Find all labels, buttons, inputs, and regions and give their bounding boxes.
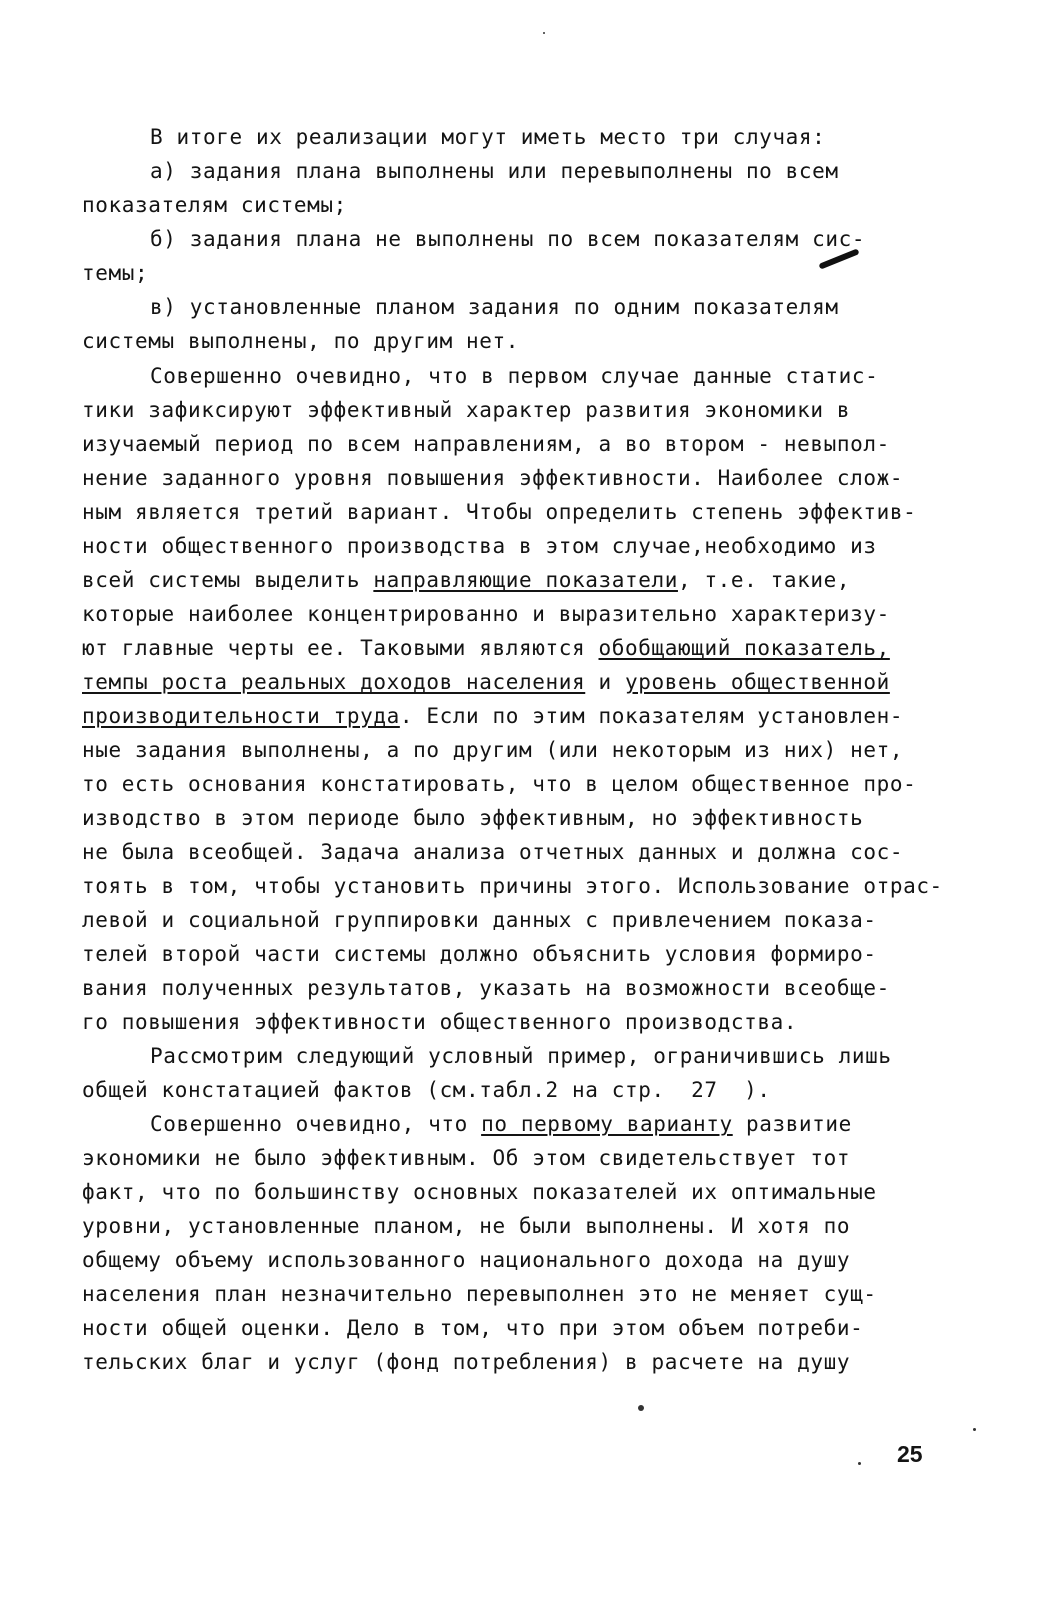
underlined-phrase: производительности труда — [82, 704, 400, 728]
text-line: системы выполнены, по другим нет. — [82, 329, 520, 353]
underlined-phrase: обобщающий показатель, — [598, 636, 890, 660]
text-line: Рассмотрим следующий условный пример, ограничившись лишь — [150, 1044, 892, 1068]
text-line: не была всеобщей. Задача анализа отчетных данных и должна сос- — [82, 840, 904, 864]
underlined-phrase: темпы роста реальных доходов населения — [82, 670, 586, 694]
text-line: то есть основания констатировать, что в целом общественное про- — [82, 772, 917, 796]
text-line: изводство в этом периоде было эффективным, но эффективность — [82, 806, 864, 830]
text-line: тики зафиксируют эффективный характер развития экономики в — [82, 398, 851, 422]
text-run: . Если по этим показателям установлен- — [399, 704, 904, 728]
text-line: изучаемый период по всем направлениям, а во втором - невыпол- — [82, 432, 890, 456]
page-number: 25 — [897, 1441, 923, 1467]
text-line: ности общей оценки. Дело в том, что при этом объем потреби- — [82, 1316, 864, 1340]
text-line: населения план незначительно перевыполнен это не меняет сущ- — [82, 1282, 877, 1306]
text-line: в) установленные планом задания по одним показателям — [150, 295, 839, 319]
text-line: Совершенно очевидно, что в первом случае данные статис- — [150, 364, 879, 388]
text-line: факт, что по большинству основных показателей их оптимальные — [82, 1180, 877, 1204]
text-run: ют главные черты ее. Таковыми являются — [82, 636, 586, 660]
underlined-phrase: направляющие показатели — [373, 568, 678, 592]
text-line — [150, 1114, 852, 1135]
text-line: вания полученных результатов, указать на возможности всеобще- — [82, 976, 890, 1000]
text-line: которые наиболее концентрированно и выразительно характеризу- — [82, 602, 890, 626]
underlined-phrase: по первому варианту — [481, 1112, 733, 1136]
text-line: общему объему использованного национального дохода на душу — [82, 1248, 851, 1272]
text-run: всей системы выделить — [82, 568, 361, 592]
text-line: б) задания плана не выполнены по всем показателям сис- — [150, 227, 866, 251]
text-line: показателям системы; — [82, 193, 347, 217]
text-run: Совершенно очевидно, что — [150, 1112, 468, 1136]
text-run: и — [585, 670, 625, 694]
text-line: тельских благ и услуг (фонд потребления) в расчете на душу — [82, 1350, 851, 1374]
text-line: тоять в том, чтобы установить причины этого. Использование отрас- — [82, 874, 943, 898]
text-line: экономики не было эффективным. Об этом свидетельствует тот — [82, 1146, 851, 1170]
text-line: ные задания выполнены, а по другим (или некоторым из них) нет, — [82, 738, 904, 762]
text-line: В итоге их реализации могут иметь место три случая: — [150, 125, 826, 149]
text-run: , т.е. такие, — [677, 568, 851, 592]
ink-speck — [543, 32, 545, 34]
text-line — [82, 706, 903, 727]
ink-speck — [638, 1405, 644, 1411]
text-line — [82, 672, 890, 693]
text-line: общей констатацией фактов (см.табл.2 на стр. 27 ). — [82, 1078, 771, 1102]
text-run: развитие — [732, 1112, 852, 1136]
ink-speck — [858, 1462, 861, 1465]
text-line: уровни, установленные планом, не были выполнены. И хотя по — [82, 1214, 851, 1238]
text-line — [82, 638, 890, 659]
underlined-phrase: уровень общественной — [624, 670, 890, 694]
text-line: ности общественного производства в этом случае,необходимо из — [82, 534, 877, 558]
text-line: левой и социальной группировки данных с привлечением показа- — [82, 908, 877, 932]
text-line — [82, 570, 850, 591]
text-line: ным является третий вариант. Чтобы определить степень эффектив- — [82, 500, 917, 524]
text-line: темы; — [82, 261, 149, 285]
text-line: го повышения эффективности общественного производства. — [82, 1010, 798, 1034]
text-line: телей второй части системы должно объяснить условия формиро- — [82, 942, 877, 966]
text-line: а) задания плана выполнены или перевыполнены по всем — [150, 159, 839, 183]
ink-mark — [818, 248, 859, 269]
ink-speck — [973, 1428, 976, 1431]
text-line: нение заданного уровня повышения эффективности. Наиболее слож- — [82, 466, 904, 490]
